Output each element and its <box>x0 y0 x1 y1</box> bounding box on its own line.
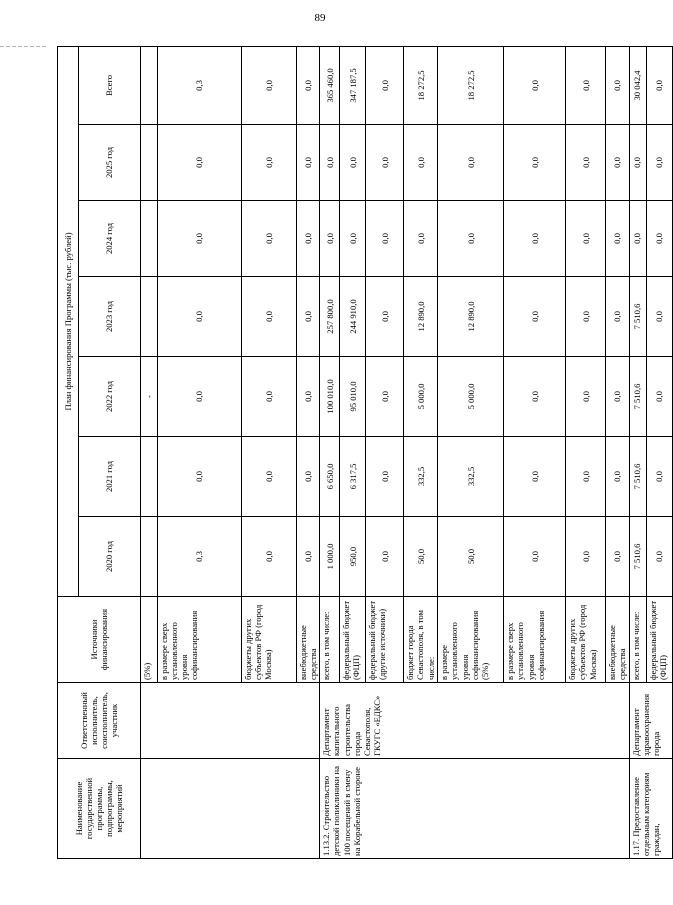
value-cell: 50,0 <box>404 517 438 597</box>
value-cell: 257 800,0 <box>320 277 340 357</box>
source-cell: в размере установленного уровня софинансирования (5%) <box>438 597 504 683</box>
header-year-2024: 2024 год <box>79 201 141 277</box>
value-cell: 1 000,0 <box>320 517 340 597</box>
source-cell: (5%) <box>141 597 158 683</box>
value-cell: 0,0 <box>646 277 672 357</box>
header-year-2021: 2021 год <box>79 437 141 517</box>
value-cell: 0,0 <box>297 517 320 597</box>
activity-responsible-cell: Департамент капитального строительства города Севастополя, ГКУГС «ЕДКС» <box>320 683 629 759</box>
value-cell: 0,0 <box>297 46 320 124</box>
value-cell: 0,0 <box>242 125 297 201</box>
value-cell: 7 510,6 <box>629 437 646 517</box>
value-cell: 0,0 <box>438 201 504 277</box>
financing-plan-table <box>57 46 673 859</box>
value-cell: 5 000,0 <box>438 357 504 437</box>
activity-name-cell: 1.13.2. Строительство детской поликлиники на 100 посещений в смену на Корабельной стороне <box>320 759 629 859</box>
value-cell: 0,0 <box>646 437 672 517</box>
header-sources: Источники финансирования <box>58 597 141 683</box>
scan-artifact-marks: – – – – – – – – <box>0 41 46 50</box>
value-cell: 0,0 <box>646 201 672 277</box>
value-cell: 0,0 <box>646 517 672 597</box>
value-cell: 0,0 <box>646 46 672 124</box>
header-responsible: Ответственный исполнитель, соисполнитель, участник <box>58 683 141 759</box>
value-cell <box>141 437 158 517</box>
value-cell: 0,0 <box>504 201 566 277</box>
value-cell: 50,0 <box>438 517 504 597</box>
value-cell: 0,0 <box>606 357 629 437</box>
value-cell: 0,3 <box>158 46 242 124</box>
value-cell: 0,0 <box>158 201 242 277</box>
value-cell: 6 650,0 <box>320 437 340 517</box>
value-cell: 0,0 <box>242 517 297 597</box>
value-cell: 0,0 <box>438 125 504 201</box>
value-cell: 0,0 <box>646 357 672 437</box>
source-cell: федеральный бюджет (ФЦП) <box>646 597 672 683</box>
value-cell: 0,0 <box>366 201 404 277</box>
source-cell: бюджеты других субъектов РФ (город Москва) <box>566 597 606 683</box>
header-year-2023: 2023 год <box>79 277 141 357</box>
value-cell: 95 010,0 <box>340 357 366 437</box>
value-cell: 0,0 <box>566 46 606 124</box>
value-cell: 7 510,6 <box>629 277 646 357</box>
header-name: Наименование государственной программы, подпрограммы, мероприятий <box>58 759 141 859</box>
header-year-2020: 2020 год <box>79 517 141 597</box>
value-cell: 0,0 <box>566 517 606 597</box>
rotated-table-frame <box>57 47 668 859</box>
value-cell: 5 000,0 <box>404 357 438 437</box>
value-cell: 0,0 <box>366 277 404 357</box>
source-cell: федеральный бюджет (другие источники) <box>366 597 404 683</box>
value-cell: 0,0 <box>606 201 629 277</box>
value-cell: 0,0 <box>606 46 629 124</box>
value-cell: 0,0 <box>297 277 320 357</box>
activity-name-cell: 1.17. Предоставление отдельным категориям граждан, <box>629 759 672 859</box>
value-cell: 0,0 <box>566 277 606 357</box>
value-cell: 0,0 <box>297 357 320 437</box>
value-cell: 0,0 <box>320 201 340 277</box>
value-cell <box>141 517 158 597</box>
source-cell: внебюджетные средства <box>606 597 629 683</box>
value-cell: 0,0 <box>629 201 646 277</box>
value-cell: 0,0 <box>297 201 320 277</box>
value-cell: 950,0 <box>340 517 366 597</box>
header-row-plan <box>58 46 79 858</box>
value-cell: 0,0 <box>242 277 297 357</box>
value-cell: 0,0 <box>158 357 242 437</box>
value-cell: 0,0 <box>366 437 404 517</box>
activity-name-cell <box>141 759 320 859</box>
value-cell: 0,3 <box>158 517 242 597</box>
source-cell: бюджет города Севастополя, в том числе: <box>404 597 438 683</box>
value-cell: 0,0 <box>242 357 297 437</box>
value-cell: 365 460,0 <box>320 46 340 124</box>
value-cell: 0,0 <box>158 437 242 517</box>
activity-responsible-cell: Департамент здравоохранения города <box>629 683 672 759</box>
value-cell: 30 042,4 <box>629 46 646 124</box>
value-cell: 0,0 <box>566 125 606 201</box>
value-cell <box>141 46 158 124</box>
value-cell: 0,0 <box>504 125 566 201</box>
table-row <box>320 46 340 858</box>
value-cell: 332,5 <box>404 437 438 517</box>
value-cell: 0,0 <box>340 125 366 201</box>
value-cell: 0,0 <box>504 357 566 437</box>
value-cell: 0,0 <box>366 46 404 124</box>
value-cell <box>141 201 158 277</box>
table-row <box>141 46 158 858</box>
value-cell: 0,0 <box>629 125 646 201</box>
source-cell: всего, в том числе: <box>320 597 340 683</box>
source-cell: федеральный бюджет (ФЦП) <box>340 597 366 683</box>
value-cell: 7 510,6 <box>629 517 646 597</box>
value-cell: 0,0 <box>566 437 606 517</box>
source-cell: всего, в том числе: <box>629 597 646 683</box>
value-cell: 0,0 <box>504 46 566 124</box>
value-cell: 0,0 <box>566 201 606 277</box>
value-cell: 0,0 <box>504 277 566 357</box>
value-cell <box>141 125 158 201</box>
value-cell: 100 010,0 <box>320 357 340 437</box>
value-cell: - <box>141 357 158 437</box>
activity-responsible-cell <box>141 683 320 759</box>
value-cell: 0,0 <box>158 277 242 357</box>
header-plan: План финансирования Программы (тыс. рублей) <box>58 46 79 596</box>
value-cell: 0,0 <box>242 201 297 277</box>
source-cell: бюджеты других субъектов РФ (город Москва) <box>242 597 297 683</box>
value-cell: 0,0 <box>340 201 366 277</box>
value-cell: 0,0 <box>404 201 438 277</box>
header-total: Всего <box>79 46 141 124</box>
value-cell: 12 890,0 <box>404 277 438 357</box>
value-cell: 244 910,0 <box>340 277 366 357</box>
header-year-2025: 2025 год <box>79 125 141 201</box>
value-cell: 0,0 <box>158 125 242 201</box>
value-cell: 0,0 <box>606 125 629 201</box>
source-cell: внебюджетные средства <box>297 597 320 683</box>
header-year-2022: 2022 год <box>79 357 141 437</box>
value-cell: 332,5 <box>438 437 504 517</box>
value-cell: 0,0 <box>242 46 297 124</box>
rotated-table-container <box>57 47 668 859</box>
value-cell: 0,0 <box>297 437 320 517</box>
value-cell: 0,0 <box>606 277 629 357</box>
value-cell: 0,0 <box>566 357 606 437</box>
value-cell: 0,0 <box>606 437 629 517</box>
source-cell: в размере сверх установленного уровня софинансирования <box>158 597 242 683</box>
value-cell: 0,0 <box>504 437 566 517</box>
value-cell: 0,0 <box>646 125 672 201</box>
value-cell: 0,0 <box>504 517 566 597</box>
value-cell: 0,0 <box>297 125 320 201</box>
value-cell <box>141 277 158 357</box>
value-cell: 0,0 <box>366 125 404 201</box>
value-cell: 0,0 <box>606 517 629 597</box>
value-cell: 0,0 <box>320 125 340 201</box>
value-cell: 18 272,5 <box>438 46 504 124</box>
value-cell: 347 187,5 <box>340 46 366 124</box>
value-cell: 6 317,5 <box>340 437 366 517</box>
value-cell: 7 510,6 <box>629 357 646 437</box>
value-cell: 0,0 <box>366 357 404 437</box>
value-cell: 0,0 <box>242 437 297 517</box>
source-cell: в размере сверх установленного уровня софинансирования <box>504 597 566 683</box>
value-cell: 0,0 <box>366 517 404 597</box>
page-number: 89 <box>314 12 326 24</box>
value-cell: 18 272,5 <box>404 46 438 124</box>
value-cell: 0,0 <box>404 125 438 201</box>
value-cell: 12 890,0 <box>438 277 504 357</box>
table-row <box>629 46 646 858</box>
